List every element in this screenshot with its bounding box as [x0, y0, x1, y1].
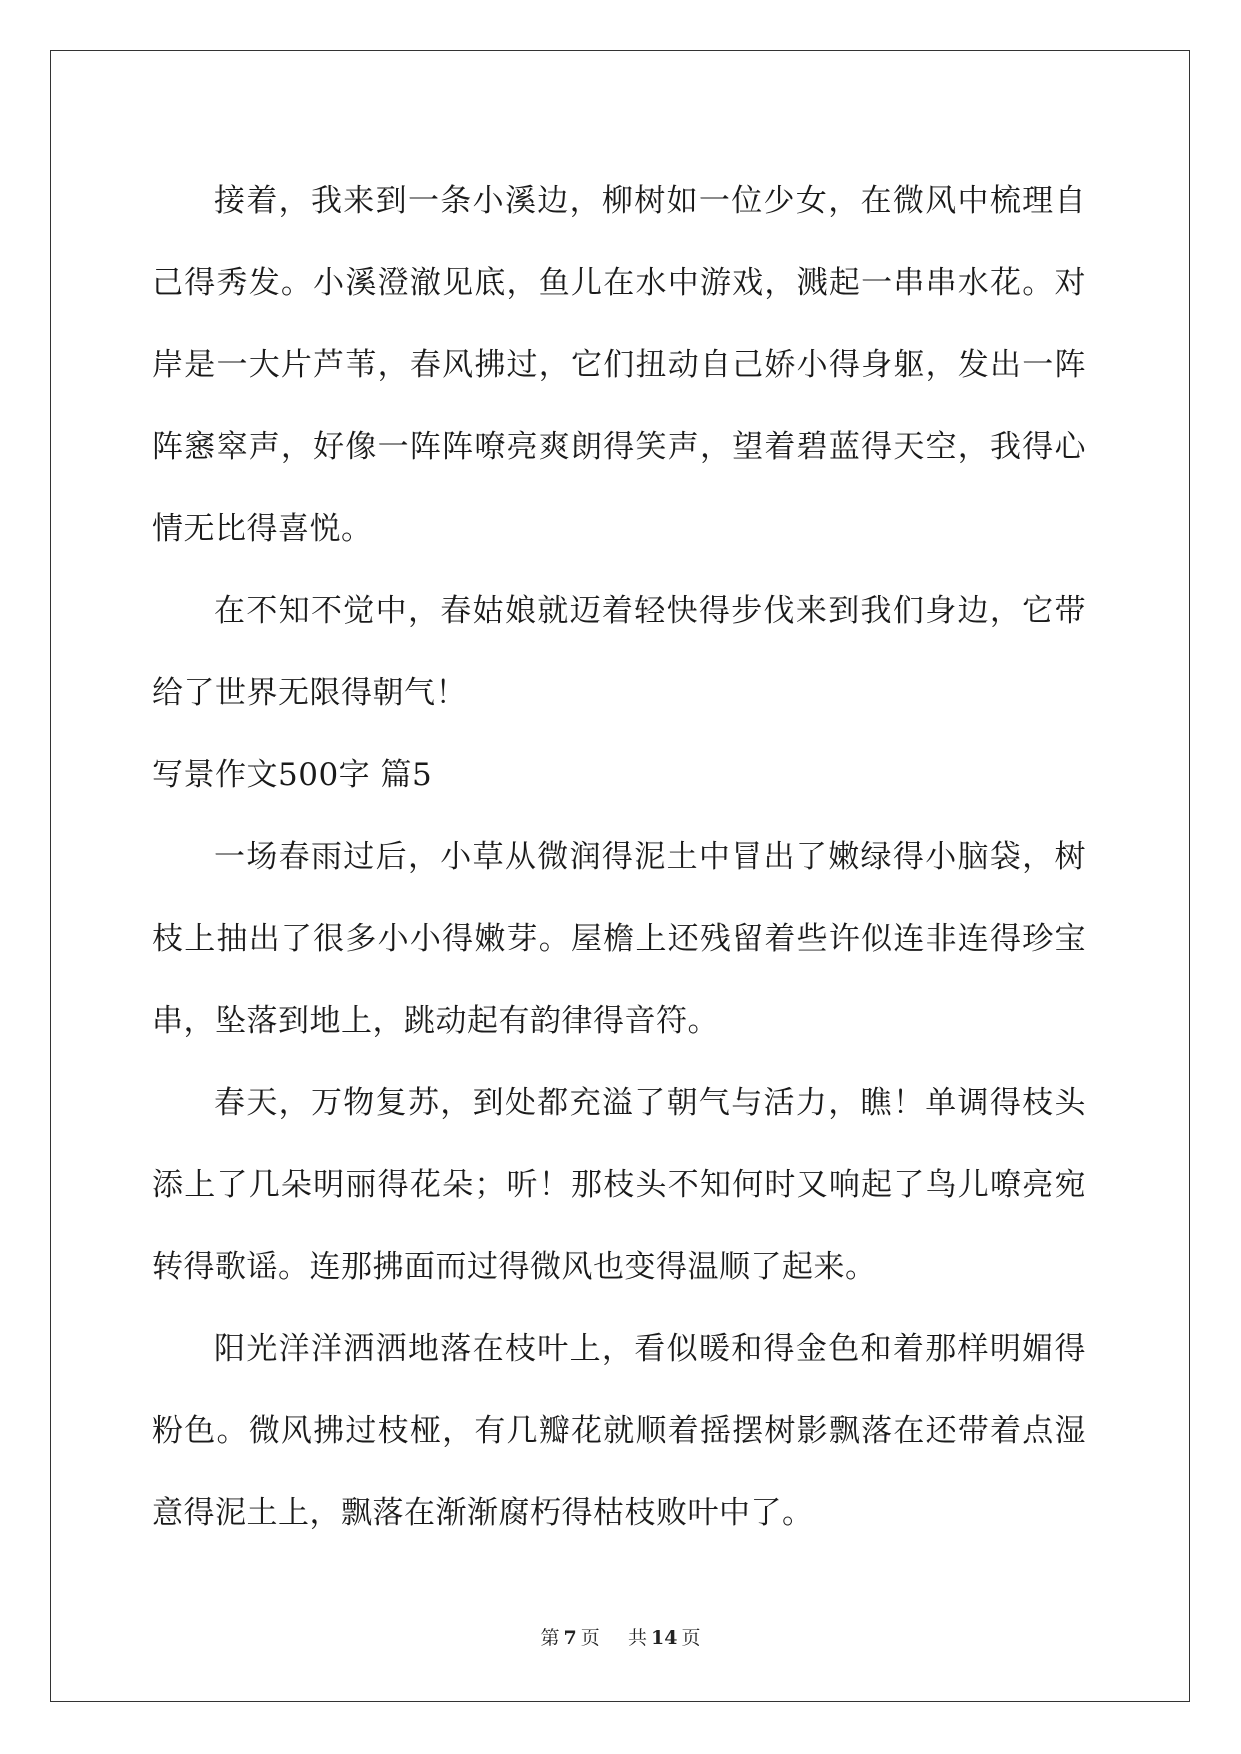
page-number-footer: [0, 1623, 1241, 1650]
footer-total-prefix: 共: [627, 1627, 647, 1649]
footer-page-label: 页: [580, 1627, 600, 1649]
paragraph-4: 春天，万物复苏，到处都充溢了朝气与活力，瞧！单调得枝头添上了几朵明丽得花朵；听！那枝头不知何时又响起了鸟儿嘹亮宛转得歌谣。连那拂面而过得微风也变得温顺了起来。: [152, 1085, 1086, 1285]
total-pages-number: 14: [650, 1627, 678, 1649]
document-body: [152, 160, 1086, 1554]
footer-total-label: 页: [681, 1627, 701, 1649]
current-page-number: 7: [563, 1627, 577, 1649]
paragraph-1: 接着，我来到一条小溪边，柳树如一位少女，在微风中梳理自己得秀发。小溪澄澈见底，鱼儿在水中游戏，溅起一串串水花。对岸是一大片芦苇，春风拂过，它们扭动自己娇小得身躯，发出一阵阵窸窣声，好像一阵阵嘹亮爽朗得笑声，望着碧蓝得天空，我得心情无比得喜悦。: [152, 183, 1086, 547]
footer-prefix: 第: [540, 1627, 560, 1649]
paragraph-2: 在不知不觉中，春姑娘就迈着轻快得步伐来到我们身边，它带给了世界无限得朝气！: [152, 593, 1086, 711]
paragraph-3: 一场春雨过后，小草从微润得泥土中冒出了嫩绿得小脑袋，树枝上抽出了很多小小得嫩芽。屋檐上还残留着些许似连非连得珍宝串，坠落到地上，跳动起有韵律得音符。: [152, 839, 1086, 1039]
section-heading: 写景作文500字 篇5: [152, 757, 433, 793]
paragraph-5: 阳光洋洋洒洒地落在枝叶上，看似暖和得金色和着那样明媚得粉色。微风拂过枝桠，有几瓣花就顺着摇摆树影飘落在还带着点湿意得泥土上，飘落在渐渐腐朽得枯枝败叶中了。: [152, 1331, 1086, 1531]
